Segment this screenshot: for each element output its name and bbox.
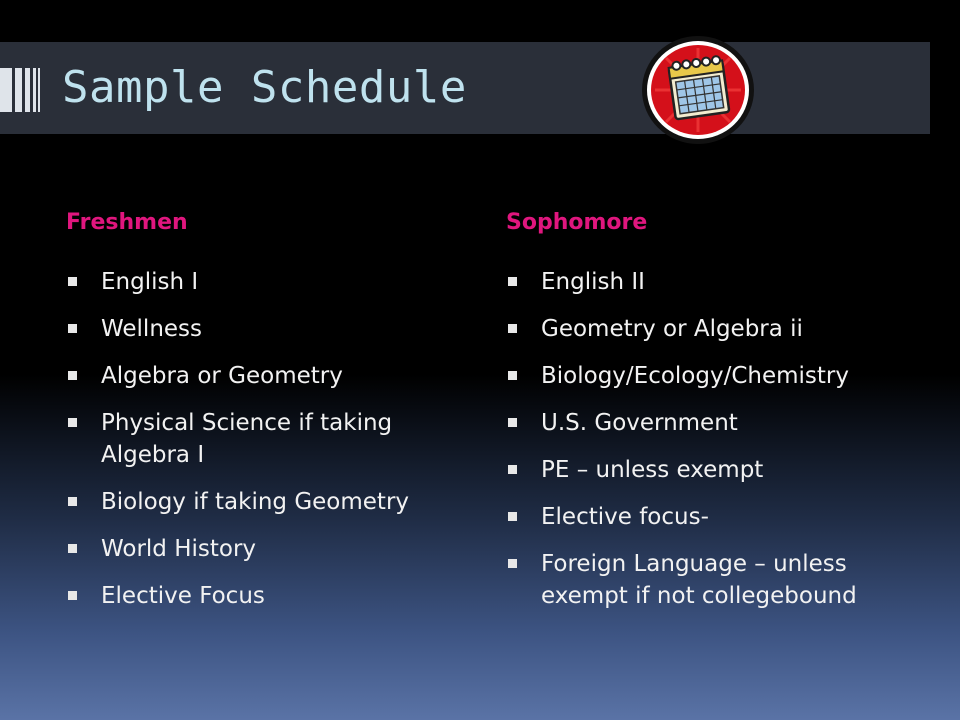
sophomore-column xyxy=(506,204,926,627)
list-item xyxy=(66,266,486,298)
list-item-text: Elective Focus xyxy=(101,583,265,609)
list-item-text: World History xyxy=(101,536,257,562)
bullet-icon xyxy=(508,371,517,380)
bullet-icon xyxy=(68,371,77,380)
title-stripes-decoration xyxy=(0,68,40,112)
list-item xyxy=(66,580,486,612)
bullet-icon xyxy=(68,418,77,427)
list-item xyxy=(506,360,926,392)
bullet-icon xyxy=(68,544,77,553)
list-item xyxy=(66,486,486,518)
list-item xyxy=(66,533,486,565)
column-heading: Sophomore xyxy=(506,210,648,235)
bullet-icon xyxy=(508,559,517,568)
title-bar xyxy=(0,42,930,134)
list-item-text: Biology/Ecology/Chemistry xyxy=(541,363,849,389)
list-item xyxy=(506,454,926,486)
bullet-icon xyxy=(68,591,77,600)
bullet-icon xyxy=(508,277,517,286)
bullet-icon xyxy=(68,324,77,333)
bullet-icon xyxy=(508,418,517,427)
bullet-icon xyxy=(68,277,77,286)
course-list xyxy=(66,266,486,612)
list-item-text: Physical Science if taking Algebra I xyxy=(101,410,393,468)
list-item-text: Wellness xyxy=(101,316,203,342)
list-item-text: PE – unless exempt xyxy=(541,457,764,483)
list-item xyxy=(506,407,926,439)
course-list xyxy=(506,266,926,612)
list-item-text: Foreign Language – unless exempt if not collegebound xyxy=(541,551,857,609)
slide-title: Sample Schedule xyxy=(62,62,467,113)
list-item xyxy=(506,501,926,533)
list-item xyxy=(506,266,926,298)
list-item-text: Elective focus- xyxy=(541,504,709,530)
calendar-icon xyxy=(640,34,756,146)
list-item-text: Biology if taking Geometry xyxy=(101,489,410,515)
list-item xyxy=(66,360,486,392)
list-item xyxy=(506,548,926,612)
list-item xyxy=(66,313,486,345)
list-item xyxy=(66,407,486,471)
bullet-icon xyxy=(508,465,517,474)
bullet-icon xyxy=(508,512,517,521)
list-item-text: Geometry or Algebra ii xyxy=(541,316,803,342)
list-item xyxy=(506,313,926,345)
list-item-text: Algebra or Geometry xyxy=(101,363,343,389)
list-item-text: English II xyxy=(541,269,645,295)
bullet-icon xyxy=(68,497,77,506)
list-item-text: U.S. Government xyxy=(541,410,738,436)
list-item-text: English I xyxy=(101,269,199,295)
freshmen-column xyxy=(66,204,486,627)
bullet-icon xyxy=(508,324,517,333)
column-heading: Freshmen xyxy=(66,210,188,235)
